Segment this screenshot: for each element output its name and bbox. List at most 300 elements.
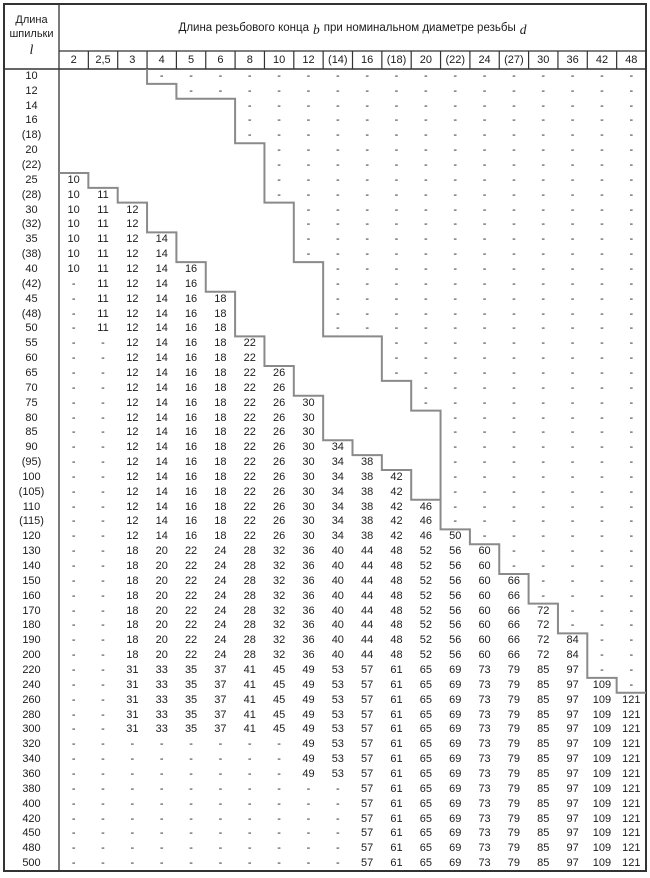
value-cell: 34 bbox=[331, 515, 344, 528]
value-cell: 14 bbox=[155, 248, 168, 261]
row-label: 190 bbox=[22, 634, 41, 647]
value-cell: 22 bbox=[243, 515, 256, 528]
value-cell: 42 bbox=[390, 470, 403, 483]
value-cell: 48 bbox=[390, 604, 403, 617]
dash-cell: - bbox=[71, 396, 76, 409]
dash-cell: - bbox=[71, 619, 76, 632]
value-cell: 48 bbox=[390, 560, 403, 573]
dash-cell: - bbox=[277, 782, 281, 795]
value-cell: 73 bbox=[478, 767, 491, 780]
dash-cell: - bbox=[159, 753, 164, 766]
row-label: (22) bbox=[21, 159, 42, 172]
dash-cell: - bbox=[541, 545, 546, 558]
dash-cell: - bbox=[629, 589, 634, 602]
value-cell: 12 bbox=[126, 396, 139, 409]
dash-cell: - bbox=[570, 218, 575, 231]
value-cell: 10 bbox=[67, 233, 80, 246]
dash-cell: - bbox=[71, 649, 76, 662]
row-label: 160 bbox=[22, 589, 41, 602]
dash-cell: - bbox=[482, 322, 487, 335]
value-cell: 65 bbox=[419, 827, 432, 840]
dash-cell: - bbox=[570, 619, 575, 632]
value-cell: 18 bbox=[126, 574, 139, 587]
value-cell: 79 bbox=[507, 827, 521, 840]
dash-cell: - bbox=[71, 366, 76, 379]
title-prefix: Длина резьбового конца bbox=[178, 21, 309, 34]
dash-cell: - bbox=[482, 307, 487, 320]
value-cell: 53 bbox=[331, 708, 344, 721]
dash-cell: - bbox=[629, 114, 634, 127]
dash-cell: - bbox=[306, 84, 311, 97]
value-cell: 56 bbox=[449, 574, 462, 587]
value-cell: 34 bbox=[331, 470, 344, 483]
value-cell: 14 bbox=[155, 233, 168, 246]
value-cell: 61 bbox=[390, 723, 403, 736]
dash-cell: - bbox=[189, 842, 193, 855]
dash-cell: - bbox=[335, 812, 340, 825]
dash-cell: - bbox=[453, 159, 458, 172]
dash-cell: - bbox=[71, 277, 76, 290]
value-cell: 34 bbox=[331, 500, 344, 513]
value-cell: 69 bbox=[449, 767, 462, 780]
dash-cell: - bbox=[570, 248, 575, 261]
dash-cell: - bbox=[71, 352, 76, 365]
value-cell: 57 bbox=[361, 812, 374, 825]
dash-cell: - bbox=[424, 262, 428, 275]
value-cell: 24 bbox=[214, 619, 227, 632]
value-cell: 121 bbox=[622, 812, 641, 825]
dash-cell: - bbox=[453, 277, 458, 290]
value-cell: 72 bbox=[537, 604, 550, 617]
value-cell: 11 bbox=[97, 307, 109, 320]
value-cell: 57 bbox=[361, 782, 374, 795]
column-header: 6 bbox=[217, 53, 224, 66]
row-label: (28) bbox=[21, 188, 42, 201]
value-cell: 28 bbox=[243, 634, 256, 647]
dash-cell: - bbox=[600, 589, 604, 602]
dash-cell: - bbox=[365, 99, 369, 112]
dash-cell: - bbox=[394, 277, 399, 290]
value-cell: 109 bbox=[592, 782, 612, 795]
dash-cell: - bbox=[130, 857, 135, 870]
row-label: 25 bbox=[25, 173, 38, 186]
value-cell: 41 bbox=[243, 663, 256, 676]
dash-cell: - bbox=[629, 515, 634, 528]
value-cell: 10 bbox=[67, 248, 80, 261]
dash-cell: - bbox=[306, 114, 311, 127]
dash-cell: - bbox=[218, 84, 223, 97]
value-cell: 18 bbox=[214, 366, 227, 379]
dash-cell: - bbox=[541, 530, 546, 543]
dash-cell: - bbox=[335, 173, 340, 186]
value-cell: 18 bbox=[214, 307, 227, 320]
value-cell: 32 bbox=[272, 589, 286, 602]
dash-cell: - bbox=[394, 203, 399, 216]
value-cell: 12 bbox=[126, 456, 139, 469]
column-header: 12 bbox=[302, 53, 315, 66]
dash-cell: - bbox=[71, 292, 76, 305]
row-label: 60 bbox=[25, 352, 38, 365]
dash-cell: - bbox=[600, 515, 604, 528]
dash-cell: - bbox=[218, 797, 223, 810]
value-cell: 69 bbox=[449, 842, 462, 855]
dash-cell: - bbox=[424, 114, 428, 127]
dash-cell: - bbox=[453, 203, 458, 216]
value-cell: 33 bbox=[155, 663, 168, 676]
dash-cell: - bbox=[71, 857, 76, 870]
value-cell: 61 bbox=[390, 812, 403, 825]
dash-cell: - bbox=[512, 381, 516, 394]
value-cell: 34 bbox=[331, 441, 344, 454]
value-cell: 72 bbox=[537, 634, 550, 647]
dash-cell: - bbox=[541, 337, 546, 350]
value-cell: 121 bbox=[622, 857, 641, 870]
dash-cell: - bbox=[512, 366, 516, 379]
dash-cell: - bbox=[424, 69, 428, 82]
value-cell: 61 bbox=[390, 827, 403, 840]
dash-cell: - bbox=[424, 233, 428, 246]
dash-cell: - bbox=[159, 857, 164, 870]
value-cell: 60 bbox=[478, 574, 491, 587]
value-cell: 42 bbox=[390, 530, 403, 543]
dash-cell: - bbox=[570, 381, 575, 394]
dash-cell: - bbox=[482, 203, 487, 216]
value-cell: 26 bbox=[272, 411, 286, 424]
dash-cell: - bbox=[453, 500, 458, 513]
value-cell: 65 bbox=[419, 812, 432, 825]
value-cell: 60 bbox=[478, 649, 491, 662]
dash-cell: - bbox=[101, 649, 105, 662]
dash-cell: - bbox=[629, 456, 634, 469]
dash-cell: - bbox=[394, 262, 399, 275]
value-cell: 52 bbox=[419, 574, 432, 587]
value-cell: 34 bbox=[331, 485, 344, 498]
dash-cell: - bbox=[482, 159, 487, 172]
value-cell: 85 bbox=[537, 663, 550, 676]
dash-cell: - bbox=[71, 485, 76, 498]
column-header: (18) bbox=[386, 53, 407, 66]
dash-cell: - bbox=[512, 262, 516, 275]
row-label: 320 bbox=[22, 738, 41, 751]
dash-cell: - bbox=[482, 69, 487, 82]
dash-cell: - bbox=[453, 69, 458, 82]
value-cell: 28 bbox=[243, 545, 256, 558]
row-label: 30 bbox=[25, 203, 38, 216]
dash-cell: - bbox=[482, 352, 487, 365]
value-cell: 57 bbox=[361, 767, 374, 780]
dash-cell: - bbox=[570, 589, 575, 602]
dash-cell: - bbox=[101, 530, 105, 543]
dash-cell: - bbox=[394, 352, 399, 365]
row-label: (32) bbox=[21, 218, 42, 231]
dash-cell: - bbox=[101, 797, 105, 810]
dash-cell: - bbox=[570, 396, 575, 409]
value-cell: 22 bbox=[243, 366, 256, 379]
value-cell: 97 bbox=[566, 753, 579, 766]
dash-cell: - bbox=[570, 604, 575, 617]
value-cell: 37 bbox=[214, 678, 227, 691]
dash-cell: - bbox=[335, 99, 340, 112]
dash-cell: - bbox=[365, 159, 369, 172]
row-label: 140 bbox=[22, 560, 41, 573]
dash-cell: - bbox=[218, 767, 223, 780]
value-cell: 52 bbox=[419, 649, 432, 662]
value-cell: 38 bbox=[361, 456, 374, 469]
value-cell: 56 bbox=[449, 560, 462, 573]
dash-cell: - bbox=[541, 426, 546, 439]
value-cell: 22 bbox=[184, 649, 198, 662]
value-cell: 35 bbox=[184, 723, 198, 736]
dash-cell: - bbox=[159, 69, 164, 82]
value-cell: 18 bbox=[214, 381, 227, 394]
dash-cell: - bbox=[101, 827, 105, 840]
dash-cell: - bbox=[453, 396, 458, 409]
dash-cell: - bbox=[512, 203, 516, 216]
value-cell: 20 bbox=[155, 545, 168, 558]
value-cell: 18 bbox=[214, 396, 227, 409]
value-cell: 14 bbox=[155, 470, 168, 483]
value-cell: 79 bbox=[507, 842, 521, 855]
value-cell: 85 bbox=[537, 738, 550, 751]
value-cell: 85 bbox=[537, 767, 550, 780]
value-cell: 18 bbox=[214, 500, 227, 513]
value-cell: 14 bbox=[155, 396, 168, 409]
value-cell: 61 bbox=[390, 663, 403, 676]
value-cell: 14 bbox=[155, 411, 168, 424]
value-cell: 42 bbox=[390, 485, 403, 498]
value-cell: 35 bbox=[184, 678, 198, 691]
dash-cell: - bbox=[277, 69, 281, 82]
dash-cell: - bbox=[101, 515, 105, 528]
dash-cell: - bbox=[512, 426, 516, 439]
dash-cell: - bbox=[453, 352, 458, 365]
value-cell: 61 bbox=[390, 753, 403, 766]
value-cell: 65 bbox=[419, 857, 432, 870]
dash-cell: - bbox=[189, 69, 193, 82]
dash-cell: - bbox=[394, 173, 399, 186]
value-cell: 40 bbox=[331, 634, 344, 647]
dash-cell: - bbox=[512, 322, 516, 335]
value-cell: 12 bbox=[126, 485, 139, 498]
value-cell: 18 bbox=[126, 589, 139, 602]
value-cell: 73 bbox=[478, 797, 491, 810]
dash-cell: - bbox=[453, 99, 458, 112]
value-cell: 22 bbox=[243, 530, 256, 543]
dash-cell: - bbox=[482, 114, 487, 127]
dash-cell: - bbox=[424, 248, 428, 261]
dash-cell: - bbox=[306, 188, 311, 201]
value-cell: 31 bbox=[126, 723, 139, 736]
dash-cell: - bbox=[71, 753, 76, 766]
dash-cell: - bbox=[512, 337, 516, 350]
dash-cell: - bbox=[365, 129, 369, 142]
value-cell: 48 bbox=[390, 649, 403, 662]
value-cell: 18 bbox=[214, 322, 227, 335]
dash-cell: - bbox=[600, 545, 604, 558]
dash-cell: - bbox=[512, 188, 516, 201]
dash-cell: - bbox=[629, 366, 634, 379]
value-cell: 61 bbox=[390, 782, 403, 795]
row-label: 65 bbox=[25, 366, 38, 379]
value-cell: 66 bbox=[507, 604, 521, 617]
dash-cell: - bbox=[101, 381, 105, 394]
value-cell: 45 bbox=[272, 693, 286, 706]
value-cell: 20 bbox=[155, 619, 168, 632]
value-cell: 16 bbox=[184, 292, 198, 305]
value-cell: 97 bbox=[566, 663, 579, 676]
dash-cell: - bbox=[570, 159, 575, 172]
value-cell: 22 bbox=[184, 574, 198, 587]
column-header: 24 bbox=[478, 53, 491, 66]
dash-cell: - bbox=[629, 500, 634, 513]
dash-cell: - bbox=[541, 470, 546, 483]
dash-cell: - bbox=[541, 277, 546, 290]
dash-cell: - bbox=[71, 767, 76, 780]
dash-cell: - bbox=[541, 574, 546, 587]
dash-cell: - bbox=[570, 337, 575, 350]
value-cell: 37 bbox=[214, 693, 227, 706]
column-header: 10 bbox=[272, 53, 286, 66]
value-cell: 34 bbox=[331, 530, 344, 543]
dash-cell: - bbox=[101, 738, 105, 751]
dash-cell: - bbox=[189, 753, 193, 766]
dash-cell: - bbox=[512, 173, 516, 186]
row-label: (18) bbox=[21, 129, 42, 142]
dash-cell: - bbox=[600, 441, 604, 454]
value-cell: 31 bbox=[126, 708, 139, 721]
dash-cell: - bbox=[306, 144, 311, 157]
dash-cell: - bbox=[600, 262, 604, 275]
value-cell: 52 bbox=[419, 634, 432, 647]
value-cell: 79 bbox=[507, 663, 521, 676]
value-cell: 65 bbox=[419, 693, 432, 706]
value-cell: 40 bbox=[331, 619, 344, 632]
dash-cell: - bbox=[541, 515, 546, 528]
dash-cell: - bbox=[570, 173, 575, 186]
dash-cell: - bbox=[629, 292, 634, 305]
dash-cell: - bbox=[600, 248, 604, 261]
dash-cell: - bbox=[277, 812, 281, 825]
row-label: 300 bbox=[22, 723, 41, 736]
value-cell: 26 bbox=[272, 515, 286, 528]
value-cell: 30 bbox=[302, 515, 315, 528]
dash-cell: - bbox=[570, 411, 575, 424]
dash-cell: - bbox=[71, 426, 76, 439]
value-cell: 31 bbox=[126, 663, 139, 676]
row-label: 500 bbox=[22, 857, 41, 870]
dash-cell: - bbox=[482, 530, 487, 543]
dash-cell: - bbox=[600, 144, 604, 157]
dash-cell: - bbox=[453, 144, 458, 157]
dash-cell: - bbox=[600, 396, 604, 409]
dash-cell: - bbox=[159, 797, 164, 810]
value-cell: 33 bbox=[155, 693, 168, 706]
value-cell: 11 bbox=[97, 218, 109, 231]
row-label: 45 bbox=[25, 292, 38, 305]
dash-cell: - bbox=[424, 218, 428, 231]
dash-cell: - bbox=[541, 218, 546, 231]
row-label: 180 bbox=[22, 619, 41, 632]
dash-cell: - bbox=[71, 560, 76, 573]
dash-cell: - bbox=[335, 84, 340, 97]
dash-cell: - bbox=[101, 634, 105, 647]
value-cell: 30 bbox=[302, 530, 315, 543]
value-cell: 26 bbox=[272, 441, 286, 454]
dash-cell: - bbox=[482, 500, 487, 513]
dash-cell: - bbox=[512, 560, 516, 573]
dash-cell: - bbox=[277, 188, 281, 201]
value-cell: 73 bbox=[478, 812, 491, 825]
value-cell: 40 bbox=[331, 574, 344, 587]
value-cell: 49 bbox=[302, 693, 315, 706]
value-cell: 28 bbox=[243, 649, 256, 662]
value-cell: 79 bbox=[507, 678, 521, 691]
dash-cell: - bbox=[247, 797, 252, 810]
value-cell: 14 bbox=[155, 366, 168, 379]
dash-cell: - bbox=[101, 767, 105, 780]
value-cell: 69 bbox=[449, 723, 462, 736]
dash-cell: - bbox=[512, 470, 516, 483]
dash-cell: - bbox=[512, 277, 516, 290]
dash-cell: - bbox=[629, 545, 634, 558]
dash-cell: - bbox=[71, 678, 76, 691]
value-cell: 109 bbox=[592, 723, 612, 736]
value-cell: 44 bbox=[361, 604, 374, 617]
dash-cell: - bbox=[541, 144, 546, 157]
dash-cell: - bbox=[512, 233, 516, 246]
row-label: 75 bbox=[25, 396, 38, 409]
value-cell: 121 bbox=[622, 827, 641, 840]
value-cell: 16 bbox=[184, 337, 198, 350]
value-cell: 61 bbox=[390, 857, 403, 870]
dash-cell: - bbox=[512, 545, 516, 558]
column-header: 8 bbox=[246, 53, 253, 66]
dash-cell: - bbox=[453, 411, 458, 424]
value-cell: 22 bbox=[243, 456, 256, 469]
dash-cell: - bbox=[629, 203, 634, 216]
dash-cell: - bbox=[600, 426, 604, 439]
dash-cell: - bbox=[629, 218, 634, 231]
dash-cell: - bbox=[512, 411, 516, 424]
dash-cell: - bbox=[277, 129, 281, 142]
value-cell: 30 bbox=[302, 426, 315, 439]
dash-cell: - bbox=[71, 634, 76, 647]
value-cell: 48 bbox=[390, 634, 403, 647]
value-cell: 69 bbox=[449, 753, 462, 766]
dash-cell: - bbox=[101, 411, 105, 424]
dash-cell: - bbox=[394, 99, 399, 112]
dash-cell: - bbox=[101, 366, 105, 379]
value-cell: 10 bbox=[67, 262, 80, 275]
value-cell: 14 bbox=[155, 352, 168, 365]
dash-cell: - bbox=[570, 129, 575, 142]
value-cell: 97 bbox=[566, 708, 579, 721]
dash-cell: - bbox=[570, 262, 575, 275]
dash-cell: - bbox=[453, 307, 458, 320]
value-cell: 14 bbox=[155, 277, 168, 290]
dash-cell: - bbox=[335, 144, 340, 157]
dash-cell: - bbox=[101, 352, 105, 365]
dash-cell: - bbox=[453, 248, 458, 261]
dash-cell: - bbox=[600, 84, 604, 97]
dash-cell: - bbox=[71, 322, 76, 335]
value-cell: 73 bbox=[478, 708, 491, 721]
dash-cell: - bbox=[335, 322, 340, 335]
row-header-cell bbox=[4, 4, 59, 69]
value-cell: 14 bbox=[155, 322, 168, 335]
value-cell: 41 bbox=[243, 693, 256, 706]
dash-cell: - bbox=[277, 84, 281, 97]
